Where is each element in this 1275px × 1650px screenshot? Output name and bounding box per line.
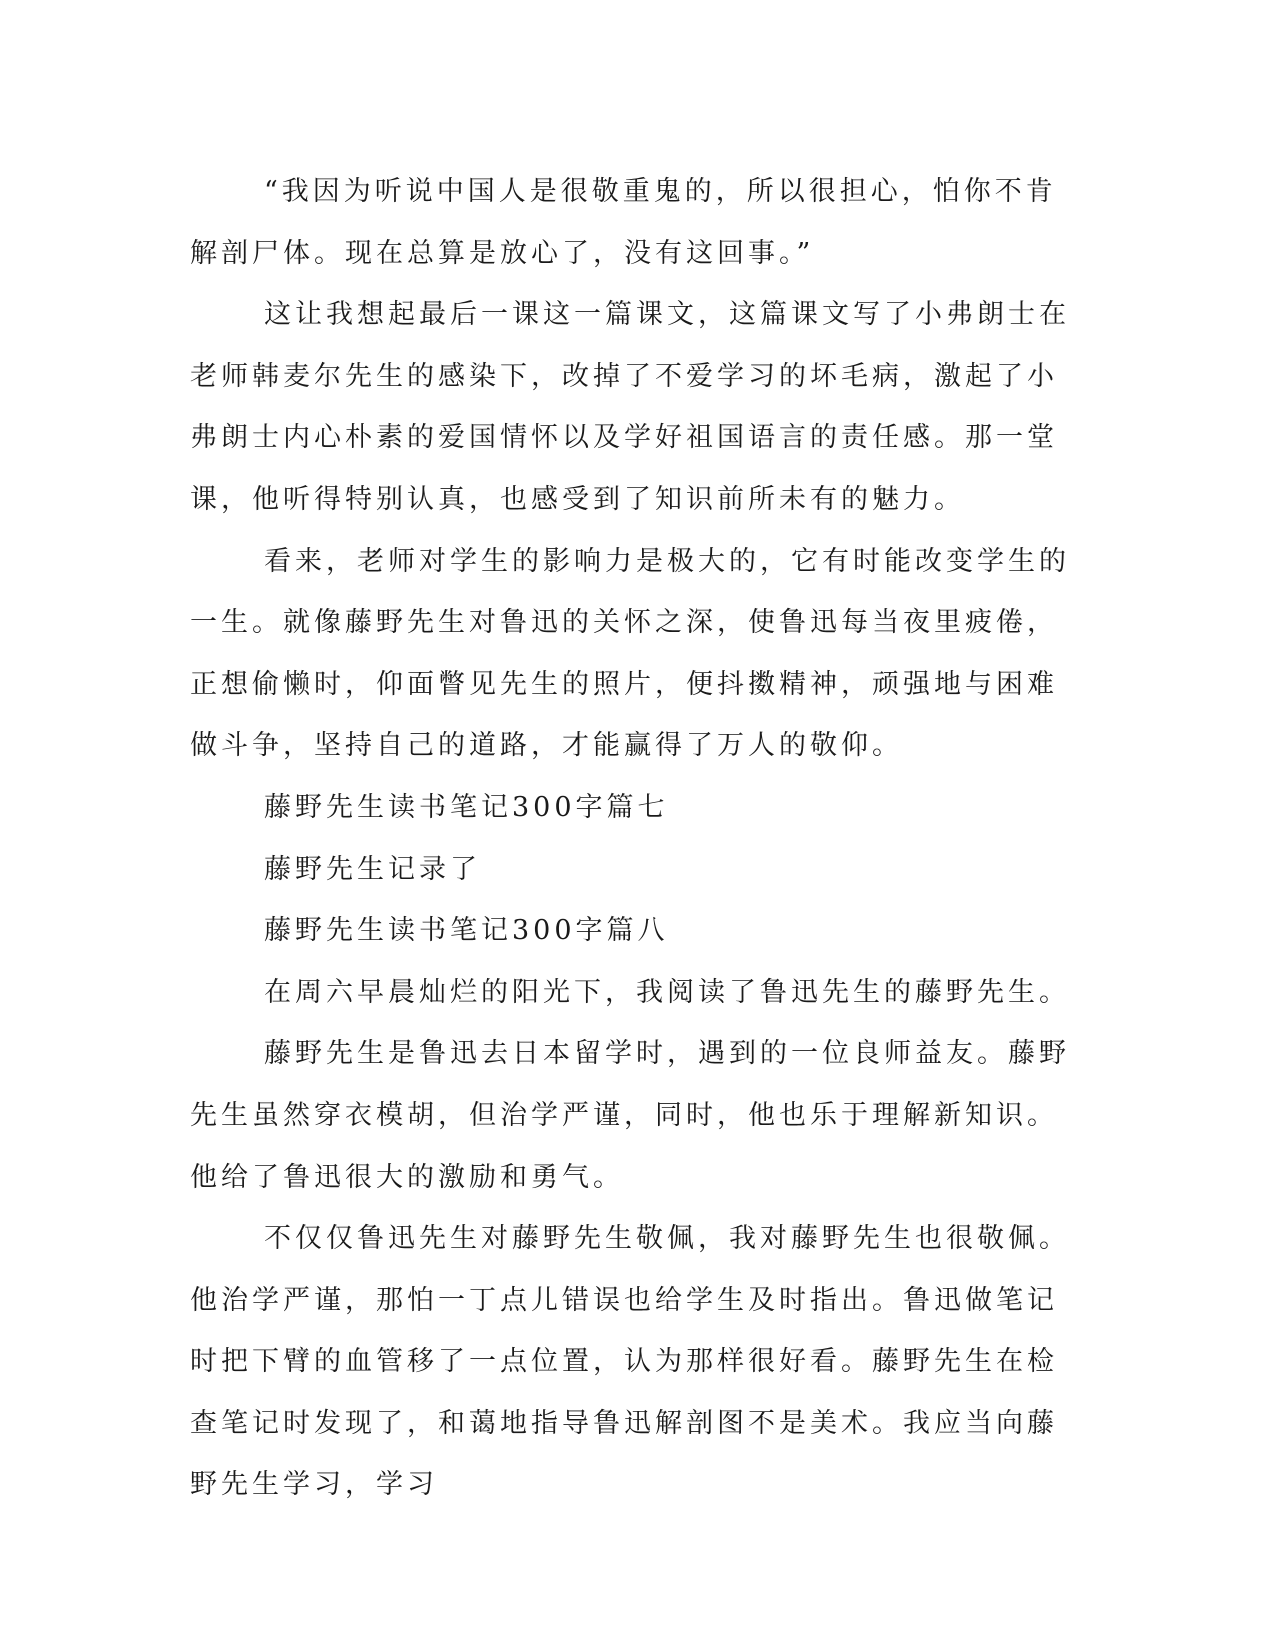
paragraph-short: 藤野先生记录了	[264, 853, 481, 885]
paragraph-teacher-influence: 看来，老师对学生的影响力是极大的，它有时能改变学生的一生。就像藤野先生对鲁迅的关怀之深，使鲁迅每当夜里疲倦，正想偷懒时，仰面瞥见先生的照片，便抖擞精神，顽强地与困难做斗争，坚持自己的道路，才能赢得了万人的敬仰。	[190, 545, 1070, 762]
paragraph-saturday: 在周六早晨灿烂的阳光下，我阅读了鲁迅先生的藤野先生。	[264, 976, 1070, 1008]
section-heading-seven: 藤野先生读书笔记300字篇七	[264, 791, 669, 823]
paragraph-admiration: 不仅仅鲁迅先生对藤野先生敬佩，我对藤野先生也很敬佩。他治学严谨，那怕一丁点儿错误也给学生及时指出。鲁迅做笔记时把下臂的血管移了一点位置，认为那样很好看。藤野先生在检查笔记时发现了，和蔼地指导鲁迅解剖图不是美术。我应当向藤野先生学习，学习	[190, 1223, 1070, 1501]
paragraph-last-lesson: 这让我想起最后一课这一篇课文，这篇课文写了小弗朗士在老师韩麦尔先生的感染下，改掉了不爱学习的坏毛病，激起了小弗朗士内心朴素的爱国情怀以及学好祖国语言的责任感。那一堂课，他听得特别认真，也感受到了知识前所未有的魅力。	[190, 299, 1070, 515]
paragraph-mentor: 藤野先生是鲁迅去日本留学时，遇到的一位良师益友。藤野先生虽然穿衣模胡，但治学严谨，同时，他也乐于理解新知识。他给了鲁迅很大的激励和勇气。	[190, 1038, 1070, 1193]
document-body	[190, 161, 1080, 1516]
paragraph-quote: “我因为听说中国人是很敬重鬼的，所以很担心，怕你不肯解剖尸体。现在总算是放心了，没有这回事。”	[190, 176, 1057, 269]
section-heading-eight: 藤野先生读书笔记300字篇八	[264, 915, 669, 947]
